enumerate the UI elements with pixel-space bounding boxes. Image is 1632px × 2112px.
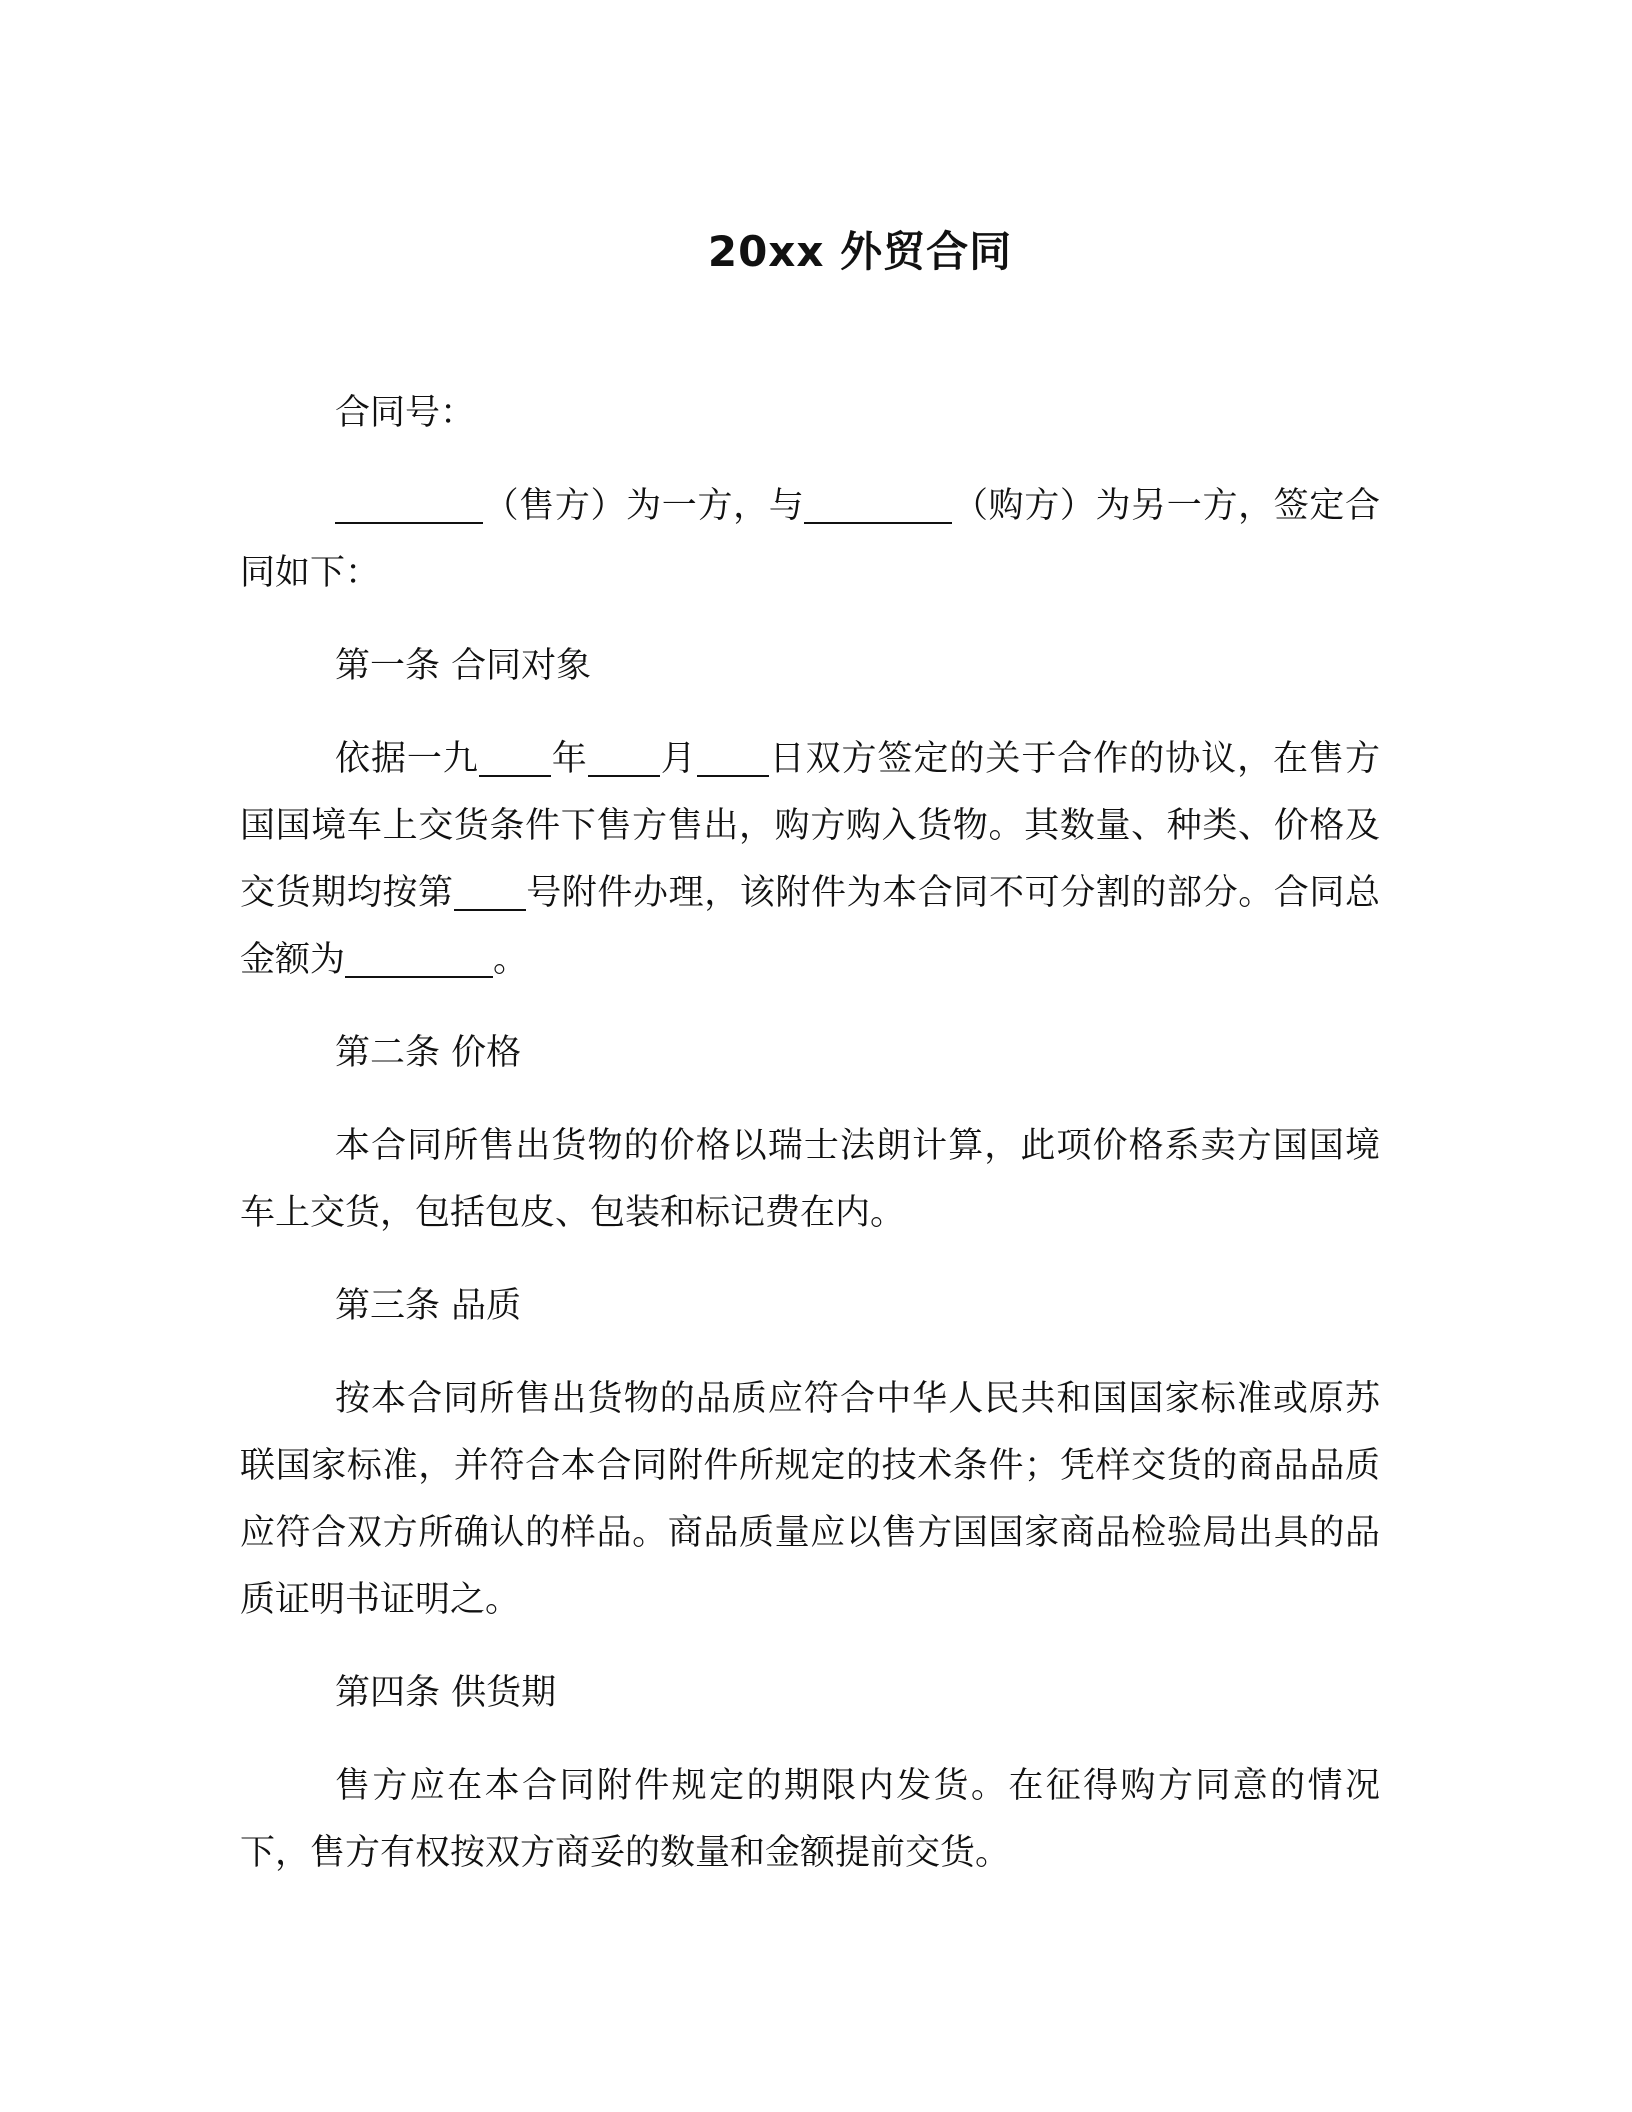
seller-name-blank bbox=[335, 485, 483, 524]
contract-number-line bbox=[240, 380, 1380, 447]
article-4-text: 售方应在本合同附件规定的期限内发货。在征得购方同意的情况下，售方有权按双方商妥的数量和金额提前交货。 bbox=[240, 1766, 1380, 1873]
article-3-heading: 第三条 品质 bbox=[335, 1286, 522, 1326]
article-1-text-part3: 月 bbox=[659, 739, 697, 779]
document-title: 20xx 外贸合同 bbox=[707, 227, 1013, 276]
contract-number-label: 合同号： bbox=[335, 393, 476, 433]
article-1-text-part1: 依据一九 bbox=[335, 739, 479, 779]
article-3-text: 按本合同所售出货物的品质应符合中华人民共和国国家标准或原苏联国家标准，并符合本合同附件所规定的技术条件；凭样交货的商品品质应符合双方所确认的样品。商品质量应以售方国国家商品检验局出具的品质证明书证明之。 bbox=[240, 1379, 1380, 1620]
article-4-heading: 第四条 供货期 bbox=[335, 1673, 557, 1713]
article-1-text-part2: 年 bbox=[550, 739, 588, 779]
parties-paragraph bbox=[240, 473, 1380, 607]
article-2-text: 本合同所售出货物的价格以瑞士法朗计算，此项价格系卖方国国境车上交货，包括包皮、包装和标记费在内。 bbox=[240, 1126, 1380, 1233]
annex-number-blank bbox=[454, 872, 526, 911]
article-1-text-part4: 日双方签定的关于合作的协议，在售方国国境车上交货条件下售方售出，购方购入货物。其数量、种类、价格及交货期均按第 bbox=[240, 739, 1380, 913]
seller-label: （售方）为一方，与 bbox=[483, 486, 805, 526]
article-1-text-part6: 。 bbox=[493, 940, 529, 980]
article-1-text bbox=[240, 726, 1380, 994]
article-2-heading: 第二条 价格 bbox=[335, 1033, 522, 1073]
month-blank bbox=[588, 738, 660, 777]
article-1-text-part5: 号附件办理，该附件为本合同不可分割的部分。合同总金额为 bbox=[240, 873, 1380, 980]
article-1-heading: 第一条 合同对象 bbox=[335, 646, 592, 686]
buyer-name-blank bbox=[804, 485, 952, 524]
year-blank bbox=[479, 738, 551, 777]
document-body bbox=[240, 380, 1380, 1913]
day-blank bbox=[697, 738, 769, 777]
buyer-label: （购方）为另一方，签定合同如下： bbox=[240, 486, 1380, 593]
total-amount-blank bbox=[345, 939, 493, 978]
